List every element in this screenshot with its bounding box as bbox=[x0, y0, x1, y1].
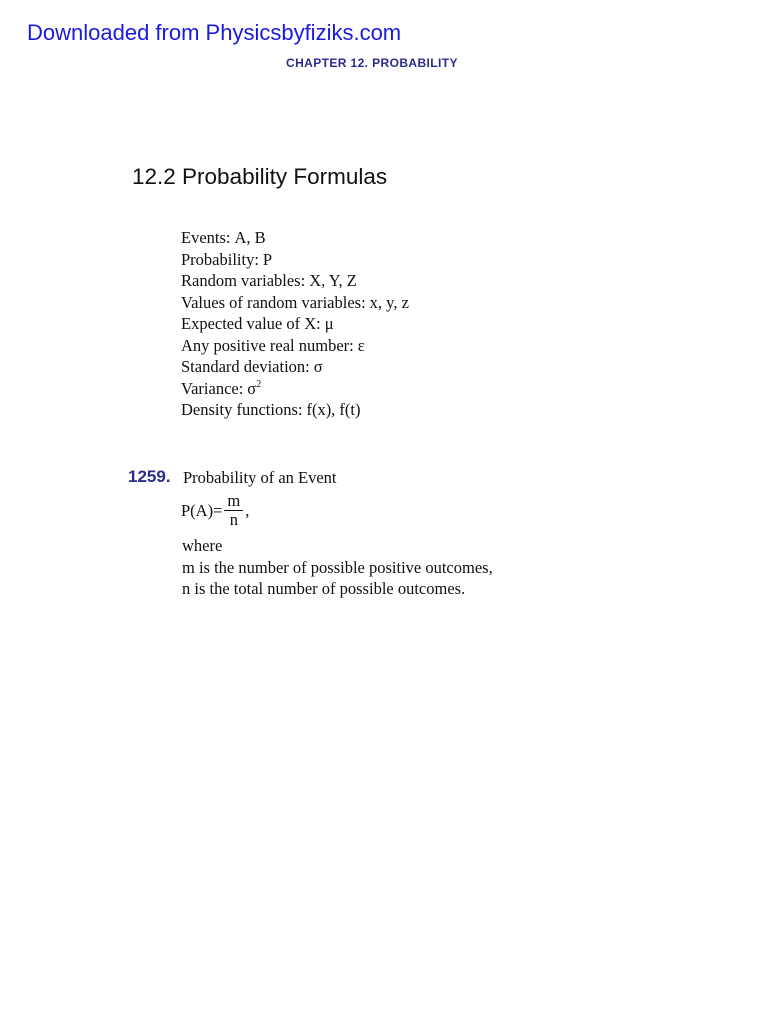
notation-symbol: σ bbox=[313, 357, 323, 376]
notation-item-expected-value bbox=[181, 313, 409, 335]
notation-label: Probability: bbox=[181, 249, 259, 269]
notation-symbol: P bbox=[262, 249, 273, 269]
notation-item-variance bbox=[181, 378, 409, 400]
notation-item-positive-real bbox=[181, 335, 409, 357]
formula-trailing: , bbox=[245, 500, 250, 520]
notation-symbol: ε bbox=[357, 335, 365, 355]
formula-number: 1259. bbox=[128, 467, 171, 486]
explanation-line: m is the number of possible positive outcomes, bbox=[182, 558, 493, 577]
notation-label: Variance: bbox=[181, 378, 244, 398]
fraction-numerator: m bbox=[224, 492, 243, 511]
download-banner: Downloaded from Physicsbyfiziks.com bbox=[27, 20, 402, 45]
notation-label: Standard deviation: bbox=[181, 357, 310, 376]
notation-symbol: X, Y, Z bbox=[309, 271, 357, 290]
notation-symbol: x, y, z bbox=[369, 292, 409, 312]
notation-symbol: A, B bbox=[234, 228, 266, 247]
notation-item-std-dev bbox=[181, 356, 409, 378]
notation-item-values bbox=[181, 292, 409, 314]
notation-item-random-variables bbox=[181, 270, 409, 292]
notation-item-density bbox=[181, 399, 409, 421]
notation-symbol: σ bbox=[247, 378, 257, 398]
formula-lhs: P(A)= bbox=[181, 500, 223, 520]
notation-label: Expected value of X: bbox=[181, 314, 321, 333]
notation-label: Events: bbox=[181, 228, 231, 247]
fraction-denominator: n bbox=[229, 510, 238, 529]
explanation-line: n is the total number of possible outcomes. bbox=[182, 579, 466, 598]
notation-symbol: f(x), f(t) bbox=[306, 400, 361, 419]
notation-label: Random variables: bbox=[181, 271, 306, 290]
notation-label: Density functions: bbox=[181, 400, 303, 419]
notation-superscript: 2 bbox=[256, 378, 262, 390]
notation-symbol: μ bbox=[324, 314, 334, 333]
notation-label: Any positive real number: bbox=[181, 335, 354, 355]
where-label: where bbox=[182, 536, 223, 555]
section-title: 12.2 Probability Formulas bbox=[132, 164, 388, 189]
notation-label: Values of random variables: bbox=[181, 292, 366, 312]
formula-expression bbox=[181, 492, 249, 529]
notation-item-probability bbox=[181, 249, 409, 271]
fraction bbox=[224, 492, 243, 529]
formula-title: Probability of an Event bbox=[183, 468, 337, 487]
notation-list bbox=[181, 227, 409, 421]
chapter-header: CHAPTER 12. PROBABILITY bbox=[286, 56, 458, 70]
notation-item-events bbox=[181, 227, 409, 249]
